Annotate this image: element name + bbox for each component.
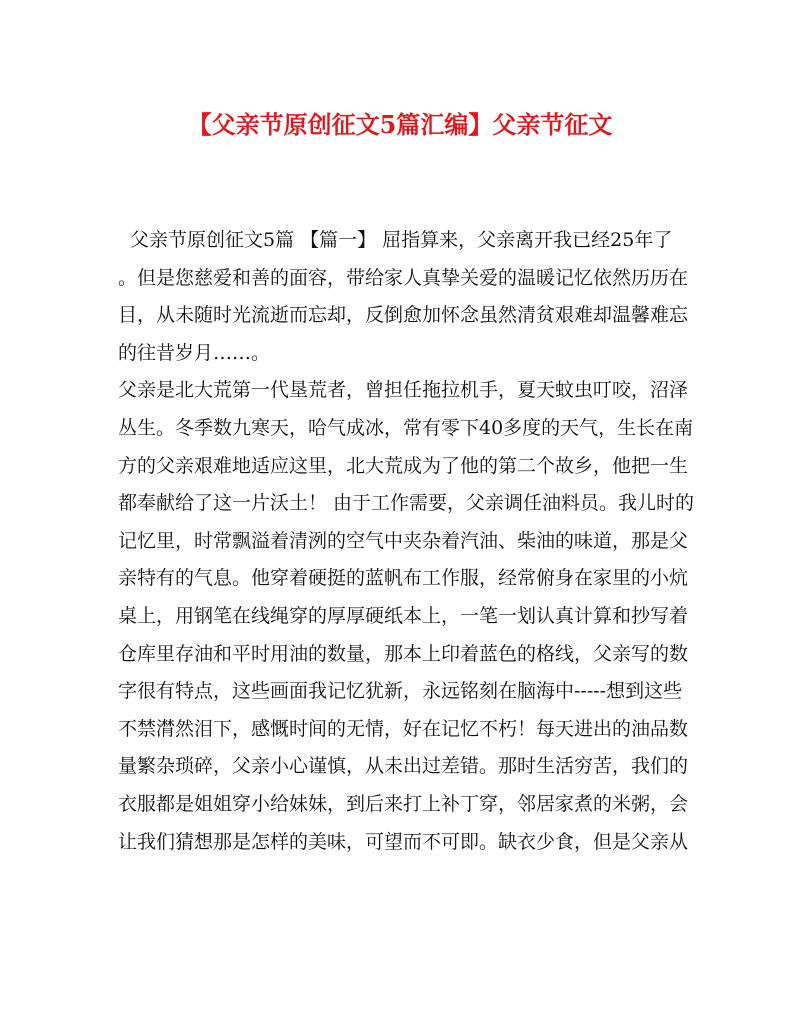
body-line: 量繁杂琐碎，父亲小心谨慎，从未出过差错。那时生活穷苦，我们的 [118, 755, 689, 778]
body-line: 父亲是北大荒第一代垦荒者，曾担任拖拉机手，夏天蚊虫叮咬，沼泽 [118, 379, 689, 402]
body-line: 父亲节原创征文5篇 【篇一】 屈指算来，父亲离开我已经25年了 [130, 229, 673, 251]
body-line: 仓库里存油和平时用油的数量，那本上印着蓝色的格线，父亲写的数 [118, 642, 689, 665]
body-line: 丛生。冬季数九寒天，哈气成冰，常有零下40多度的天气，生长在南 [118, 416, 694, 439]
body-line: 。但是您慈爱和善的面容，带给家人真挚关爱的温暖记忆依然历历在 [118, 266, 689, 289]
body-line: 目，从未随时光流逝而忘却，反倒愈加怀念虽然清贫艰难却温馨难忘 [118, 304, 689, 327]
body-line: 字很有特点，这些画面我记忆犹新，永远铭刻在脑海中-----想到这些 [118, 680, 683, 703]
body-line: 方的父亲艰难地适应这里，北大荒成为了他的第二个故乡，他把一生 [118, 454, 689, 477]
body-line: 亲特有的气息。他穿着硬挺的蓝帆布工作服，经常俯身在家里的小炕 [118, 567, 689, 590]
body-line: 衣服都是姐姐穿小给妹妹，到后来打上补丁穿，邻居家煮的米粥，会 [118, 792, 689, 815]
body-line: 不禁潸然泪下，感慨时间的无情，好在记忆不朽！每天进出的油品数 [118, 717, 689, 740]
document-title: 【父亲节原创征文5篇汇编】父亲节征文 [187, 110, 613, 139]
body-line: 桌上，用钢笔在线绳穿的厚厚硬纸本上，一笔一划认真计算和抄写着 [118, 604, 689, 627]
body-line: 记忆里，时常飘溢着清洌的空气中夹杂着汽油、柴油的味道，那是父 [118, 529, 689, 552]
document-body [118, 222, 708, 861]
body-line: 的往昔岁月……。 [118, 341, 271, 364]
body-line: 让我们猜想那是怎样的美味，可望而不可即。缺衣少食，但是父亲从 [118, 830, 689, 853]
body-line: 都奉献给了这一片沃土！ 由于工作需要，父亲调任油料员。我儿时的 [118, 492, 695, 515]
